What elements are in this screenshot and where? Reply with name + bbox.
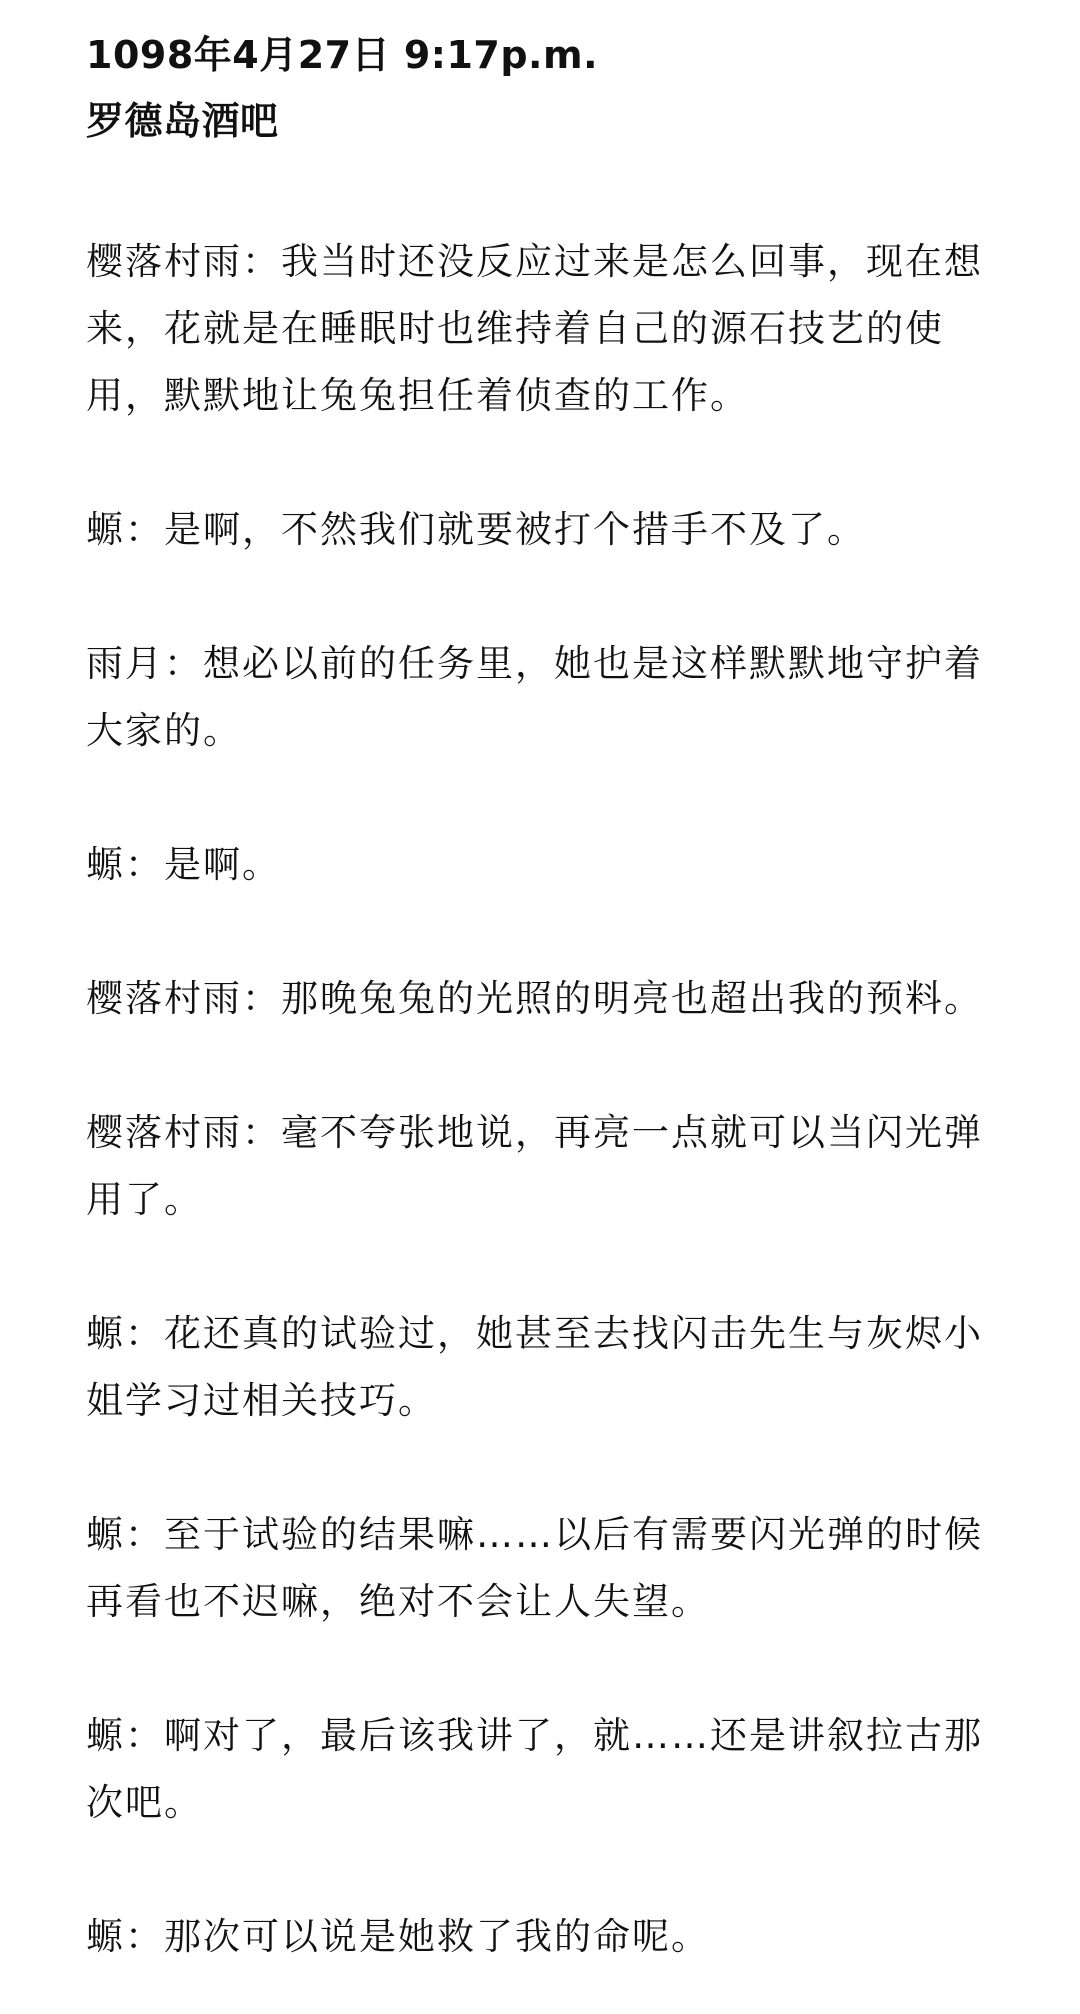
dialogue-paragraph: 螈：至于试验的结果嘛……以后有需要闪光弹的时候再看也不迟嘛，绝对不会让人失望。 bbox=[86, 1513, 983, 1623]
dialogue-paragraph: 螈：是啊，不然我们就要被打个措手不及了。 bbox=[86, 508, 866, 551]
dialogue-paragraph: 螈：那次可以说是她救了我的命呢。 bbox=[86, 1915, 710, 1958]
dialogue-paragraph: 樱落村雨：毫不夸张地说，再亮一点就可以当闪光弹用了。 bbox=[86, 1111, 983, 1221]
dialogue-paragraph: 螈：花还真的试验过，她甚至去找闪击先生与灰烬小姐学习过相关技巧。 bbox=[86, 1312, 983, 1422]
dialogue-body bbox=[86, 228, 994, 1970]
dialogue-paragraph: 樱落村雨：那晚兔兔的光照的明亮也超出我的预料。 bbox=[86, 977, 983, 1020]
location-heading: 罗德岛酒吧 bbox=[86, 99, 279, 143]
datetime-heading: 1098年4月27日 9:17p.m. bbox=[86, 33, 598, 77]
dialogue-paragraph: 螈：啊对了，最后该我讲了，就……还是讲叙拉古那次吧。 bbox=[86, 1714, 983, 1824]
dialogue-paragraph: 雨月：想必以前的任务里，她也是这样默默地守护着大家的。 bbox=[86, 642, 983, 752]
dialogue-paragraph: 螈：是啊。 bbox=[86, 843, 281, 886]
dialogue-paragraph: 樱落村雨：我当时还没反应过来是怎么回事，现在想来，花就是在睡眠时也维持着自己的源石技艺的使用，默默地让兔兔担任着侦查的工作。 bbox=[86, 240, 983, 417]
